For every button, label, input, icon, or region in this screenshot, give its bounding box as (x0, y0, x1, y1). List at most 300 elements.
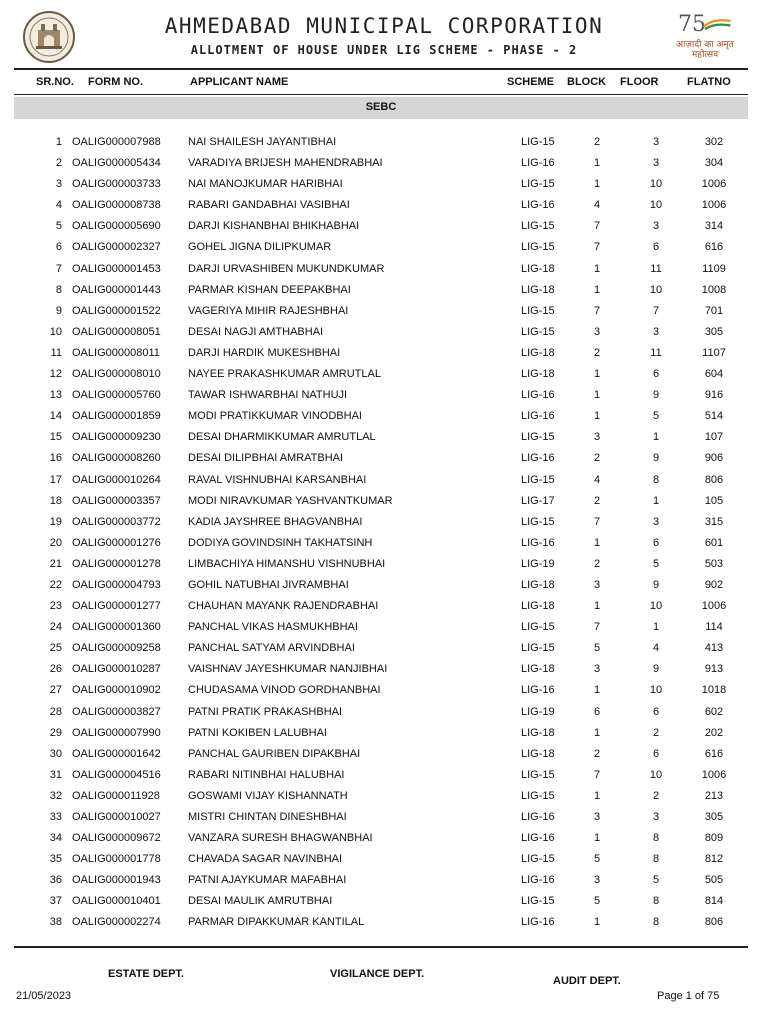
applicant-name-cell: MISTRI CHINTAN DINESHBHAI (188, 811, 347, 823)
applicant-name-cell: VAGERIYA MIHIR RAJESHBHAI (188, 304, 349, 317)
table-row (0, 259, 768, 280)
scheme-cell: LIG-18 (521, 368, 555, 381)
form-number-cell: OALIG000007990 (72, 726, 161, 739)
floor-cell: 2 (652, 789, 660, 802)
serial-number-cell: 3 (55, 178, 62, 191)
block-cell: 1 (593, 726, 601, 739)
scheme-cell: LIG-18 (521, 747, 555, 760)
applicant-name-cell: VAISHNAV JAYESHKUMAR NANJIBHAI (188, 663, 388, 676)
form-number-cell: OALIG000008260 (72, 452, 161, 465)
col-header-name: APPLICANT NAME (190, 76, 289, 88)
block-cell: 1 (593, 389, 601, 402)
floor-cell: 10 (649, 199, 663, 212)
form-number-cell: OALIG000007988 (72, 136, 161, 148)
table-row (0, 280, 768, 301)
table-row (0, 786, 768, 807)
page-number: Page 1 of 75 (657, 990, 720, 1002)
audit-dept-label: AUDIT DEPT. (553, 975, 621, 987)
serial-number-cell: 2 (55, 157, 62, 170)
table-row (0, 364, 768, 385)
table-row (0, 912, 768, 933)
floor-cell: 1 (652, 621, 660, 634)
floor-cell: 10 (649, 283, 663, 296)
serial-number-cell: 26 (49, 663, 62, 676)
block-cell: 1 (593, 178, 601, 191)
applicant-name-cell: PARMAR DIPAKKUMAR KANTILAL (188, 916, 365, 929)
applicant-name-cell: PANCHAL GAURIBEN DIPAKBHAI (188, 747, 361, 760)
scheme-cell: LIG-15 (521, 178, 555, 191)
table-row (0, 702, 768, 723)
scheme-cell: LIG-15 (521, 136, 555, 148)
category-label: SEBC (365, 101, 397, 113)
serial-number-cell: 14 (49, 410, 62, 423)
serial-number-cell: 30 (49, 747, 62, 760)
flat-number-cell: 806 (704, 473, 724, 486)
flat-number-cell: 202 (704, 726, 724, 739)
form-number-cell: OALIG000003357 (72, 494, 161, 507)
applicant-name-cell: PATNI KOKIBEN LALUBHAI (188, 726, 327, 739)
block-cell: 6 (593, 705, 601, 718)
floor-cell: 1 (652, 494, 660, 507)
table-row (0, 680, 768, 701)
flat-number-cell: 305 (704, 811, 724, 823)
table-row (0, 153, 768, 174)
form-number-cell: OALIG000008738 (72, 199, 161, 212)
col-header-form: FORM NO. (88, 76, 143, 88)
flat-number-cell: 604 (704, 368, 724, 381)
table-row (0, 659, 768, 680)
block-cell: 7 (593, 515, 601, 528)
block-cell: 1 (593, 410, 601, 423)
serial-number-cell: 5 (55, 220, 62, 233)
form-number-cell: OALIG000002327 (72, 241, 161, 254)
flat-number-cell: 314 (704, 220, 724, 233)
serial-number-cell: 21 (49, 557, 62, 570)
floor-cell: 10 (649, 768, 663, 781)
applicant-name-cell: DESAI DHARMIKKUMAR AMRUTLAL (188, 431, 376, 444)
applicant-name-cell: CHAVADA SAGAR NAVINBHAI (188, 853, 343, 866)
table-row (0, 322, 768, 343)
form-number-cell: OALIG000009258 (72, 642, 161, 655)
serial-number-cell: 20 (49, 536, 62, 549)
scheme-cell: LIG-16 (521, 874, 555, 887)
applicant-name-cell: NAI SHAILESH JAYANTIBHAI (188, 136, 337, 148)
form-number-cell: OALIG000001522 (72, 304, 161, 317)
applicant-name-cell: GOHEL JIGNA DILIPKUMAR (188, 241, 332, 254)
applicant-name-cell: MODI PRATIKKUMAR VINODBHAI (188, 410, 362, 423)
floor-cell: 6 (652, 536, 660, 549)
form-number-cell: OALIG000001276 (72, 536, 161, 549)
block-cell: 5 (593, 853, 601, 866)
table-row (0, 512, 768, 533)
table-row (0, 744, 768, 765)
flat-number-cell: 1109 (702, 262, 726, 275)
applicant-name-cell: VANZARA SURESH BHAGWANBHAI (188, 832, 373, 845)
serial-number-cell: 15 (49, 431, 62, 444)
header-divider-top (14, 68, 748, 70)
applicant-name-cell: DARJI HARDIK MUKESHBHAI (188, 346, 341, 359)
form-number-cell: OALIG000010264 (72, 473, 161, 486)
serial-number-cell: 8 (55, 283, 62, 296)
block-cell: 5 (593, 642, 601, 655)
page-title: AHMEDABAD MUNICIPAL CORPORATION (164, 14, 604, 38)
allotment-table (0, 132, 768, 934)
serial-number-cell: 35 (49, 853, 62, 866)
table-row (0, 406, 768, 427)
floor-cell: 10 (649, 178, 663, 191)
scheme-cell: LIG-15 (521, 220, 555, 233)
applicant-name-cell: PATNI PRATIK PRAKASHBHAI (188, 705, 343, 718)
applicant-name-cell: NAYEE PRAKASHKUMAR AMRUTLAL (188, 368, 381, 381)
block-cell: 5 (593, 895, 601, 908)
applicant-name-cell: PANCHAL SATYAM ARVINDBHAI (188, 642, 355, 655)
floor-cell: 8 (652, 473, 660, 486)
floor-cell: 9 (652, 663, 660, 676)
floor-cell: 2 (652, 726, 660, 739)
floor-cell: 11 (650, 346, 662, 359)
floor-cell: 11 (650, 262, 662, 275)
floor-cell: 3 (652, 157, 660, 170)
flat-number-cell: 1006 (701, 600, 727, 613)
estate-dept-label: ESTATE DEPT. (108, 968, 184, 980)
scheme-cell: LIG-19 (521, 705, 555, 718)
applicant-name-cell: RABARI NITINBHAI HALUBHAI (188, 768, 345, 781)
block-cell: 4 (593, 199, 601, 212)
table-row (0, 533, 768, 554)
scheme-cell: LIG-15 (521, 768, 555, 781)
floor-cell: 4 (652, 642, 660, 655)
table-row (0, 849, 768, 870)
serial-number-cell: 29 (49, 726, 62, 739)
scheme-cell: LIG-17 (521, 494, 555, 507)
flat-number-cell: 906 (704, 452, 724, 465)
table-row (0, 132, 768, 153)
form-number-cell: OALIG000001859 (72, 410, 161, 423)
floor-cell: 6 (652, 368, 660, 381)
applicant-name-cell: VARADIYA BRIJESH MAHENDRABHAI (188, 157, 383, 170)
scheme-cell: LIG-15 (521, 642, 555, 655)
floor-cell: 6 (652, 705, 660, 718)
flat-number-cell: 503 (704, 557, 724, 570)
col-header-sr: SR.NO. (36, 76, 74, 88)
block-cell: 3 (593, 325, 601, 338)
form-number-cell: OALIG000004516 (72, 768, 161, 781)
table-row (0, 343, 768, 364)
serial-number-cell: 27 (49, 684, 62, 697)
flat-number-cell: 809 (704, 832, 724, 845)
block-cell: 3 (593, 578, 601, 591)
floor-cell: 8 (652, 916, 660, 929)
scheme-cell: LIG-18 (521, 262, 555, 275)
serial-number-cell: 33 (49, 811, 62, 823)
form-number-cell: OALIG000010902 (72, 684, 161, 697)
table-row (0, 891, 768, 912)
flat-number-cell: 616 (704, 747, 724, 760)
table-row (0, 174, 768, 195)
scheme-cell: LIG-15 (521, 241, 555, 254)
serial-number-cell: 28 (49, 705, 62, 718)
block-cell: 2 (593, 747, 601, 760)
flat-number-cell: 114 (705, 621, 723, 634)
logo-number: 75 (678, 12, 706, 37)
flat-number-cell: 1006 (701, 199, 727, 212)
block-cell: 3 (593, 811, 601, 823)
serial-number-cell: 7 (55, 262, 62, 275)
block-cell: 1 (593, 283, 601, 296)
floor-cell: 5 (652, 410, 660, 423)
form-number-cell: OALIG000001277 (72, 600, 161, 613)
scheme-cell: LIG-18 (521, 578, 555, 591)
serial-number-cell: 17 (49, 473, 62, 486)
table-row (0, 491, 768, 512)
floor-cell: 3 (652, 136, 660, 148)
serial-number-cell: 22 (49, 578, 62, 591)
floor-cell: 8 (652, 853, 660, 866)
print-date: 21/05/2023 (16, 990, 72, 1002)
block-cell: 2 (593, 557, 601, 570)
scheme-cell: LIG-16 (521, 916, 555, 929)
scheme-cell: LIG-15 (521, 621, 555, 634)
serial-number-cell: 36 (49, 874, 62, 887)
applicant-name-cell: DARJI KISHANBHAI BHIKHABHAI (188, 220, 360, 233)
form-number-cell: OALIG000001278 (72, 557, 161, 570)
scheme-cell: LIG-16 (521, 199, 555, 212)
flat-number-cell: 602 (704, 705, 724, 718)
scheme-cell: LIG-16 (521, 452, 555, 465)
scheme-cell: LIG-15 (521, 304, 555, 317)
form-number-cell: OALIG000008010 (72, 368, 161, 381)
block-cell: 2 (593, 494, 601, 507)
block-cell: 1 (593, 916, 601, 929)
scheme-cell: LIG-18 (521, 663, 555, 676)
block-cell: 1 (593, 789, 601, 802)
table-row (0, 427, 768, 448)
block-cell: 2 (593, 346, 601, 359)
flat-number-cell: 315 (704, 515, 724, 528)
floor-cell: 3 (652, 811, 660, 823)
scheme-cell: LIG-16 (521, 536, 555, 549)
floor-cell: 8 (652, 895, 660, 908)
col-header-flat: FLATNO (687, 76, 731, 88)
floor-cell: 5 (652, 557, 660, 570)
serial-number-cell: 16 (49, 452, 62, 465)
form-number-cell: OALIG000001642 (72, 747, 161, 760)
scheme-cell: LIG-15 (521, 431, 555, 444)
flat-number-cell: 913 (704, 663, 724, 676)
col-header-floor: FLOOR (620, 76, 659, 88)
table-row (0, 237, 768, 258)
applicant-name-cell: DODIYA GOVINDSINH TAKHATSINH (188, 536, 373, 549)
form-number-cell: OALIG000011928 (72, 789, 160, 802)
form-number-cell: OALIG000008051 (72, 325, 161, 338)
form-number-cell: OALIG000010027 (72, 811, 161, 823)
applicant-name-cell: RAVAL VISHNUBHAI KARSANBHAI (188, 473, 367, 486)
block-cell: 7 (593, 621, 601, 634)
header-divider-bottom (14, 94, 748, 95)
table-row (0, 617, 768, 638)
flat-number-cell: 1018 (701, 684, 727, 697)
scheme-cell: LIG-15 (521, 895, 555, 908)
form-number-cell: OALIG000001943 (72, 874, 161, 887)
floor-cell: 7 (652, 304, 660, 317)
serial-number-cell: 23 (49, 600, 62, 613)
block-cell: 1 (593, 262, 601, 275)
category-band (14, 97, 748, 119)
floor-cell: 9 (652, 452, 660, 465)
table-row (0, 448, 768, 469)
table-row (0, 470, 768, 491)
block-cell: 3 (593, 874, 601, 887)
flat-number-cell: 814 (704, 895, 724, 908)
applicant-name-cell: LIMBACHIYA HIMANSHU VISHNUBHAI (188, 557, 386, 570)
serial-number-cell: 1 (55, 136, 62, 148)
flat-number-cell: 616 (704, 241, 724, 254)
scheme-cell: LIG-15 (521, 515, 555, 528)
floor-cell: 9 (652, 389, 660, 402)
flat-number-cell: 1107 (702, 346, 726, 359)
block-cell: 1 (593, 832, 601, 845)
scheme-cell: LIG-18 (521, 283, 555, 296)
applicant-name-cell: MODI NIRAVKUMAR YASHVANTKUMAR (188, 494, 393, 507)
scheme-cell: LIG-16 (521, 832, 555, 845)
applicant-name-cell: PATNI AJAYKUMAR MAFABHAI (188, 874, 347, 887)
scheme-cell: LIG-16 (521, 389, 555, 402)
form-number-cell: OALIG000003772 (72, 515, 161, 528)
serial-number-cell: 38 (49, 916, 62, 929)
serial-number-cell: 25 (49, 642, 62, 655)
block-cell: 3 (593, 431, 601, 444)
col-header-scheme: SCHEME (507, 76, 555, 88)
block-cell: 1 (593, 157, 601, 170)
azadi-amrit-mahotsav-logo (668, 12, 740, 64)
serial-number-cell: 31 (49, 768, 62, 781)
flat-number-cell: 505 (704, 874, 724, 887)
table-row (0, 765, 768, 786)
floor-cell: 1 (652, 431, 660, 444)
flat-number-cell: 305 (704, 325, 724, 338)
block-cell: 7 (593, 220, 601, 233)
serial-number-cell: 12 (49, 368, 62, 381)
flat-number-cell: 1006 (701, 768, 727, 781)
flat-number-cell: 601 (704, 536, 724, 549)
form-number-cell: OALIG000001360 (72, 621, 161, 634)
table-row (0, 385, 768, 406)
flat-number-cell: 806 (704, 916, 724, 929)
block-cell: 7 (593, 768, 601, 781)
floor-cell: 5 (652, 874, 660, 887)
serial-number-cell: 13 (49, 389, 62, 402)
scheme-cell: LIG-15 (521, 789, 555, 802)
form-number-cell: OALIG000009230 (72, 431, 161, 444)
flat-number-cell: 105 (704, 494, 724, 507)
form-number-cell: OALIG000002274 (72, 916, 161, 929)
applicant-name-cell: NAI MANOJKUMAR HARIBHAI (188, 178, 343, 191)
scheme-cell: LIG-16 (521, 410, 555, 423)
table-row (0, 301, 768, 322)
form-number-cell: OALIG000003827 (72, 705, 161, 718)
applicant-name-cell: GOSWAMI VIJAY KISHANNATH (188, 789, 348, 802)
flat-number-cell: 304 (704, 157, 724, 170)
floor-cell: 6 (652, 747, 660, 760)
floor-cell: 6 (652, 241, 660, 254)
table-row (0, 807, 768, 828)
flat-number-cell: 812 (704, 853, 724, 866)
serial-number-cell: 18 (49, 494, 62, 507)
form-number-cell: OALIG000003733 (72, 178, 161, 191)
vigilance-dept-label: VIGILANCE DEPT. (330, 968, 425, 980)
applicant-name-cell: GOHIL NATUBHAI JIVRAMBHAI (188, 578, 349, 591)
block-cell: 1 (593, 368, 601, 381)
form-number-cell: OALIG000001443 (72, 283, 161, 296)
floor-cell: 3 (652, 325, 660, 338)
serial-number-cell: 9 (55, 304, 62, 317)
logo-text: आज़ादी का अमृत महोत्सव (676, 40, 734, 60)
scheme-cell: LIG-18 (521, 600, 555, 613)
table-row (0, 554, 768, 575)
serial-number-cell: 37 (49, 895, 62, 908)
form-number-cell: OALIG000001778 (72, 853, 161, 866)
floor-cell: 3 (652, 515, 660, 528)
footer-divider (14, 946, 748, 948)
flat-number-cell: 1006 (701, 178, 727, 191)
flat-number-cell: 413 (704, 642, 724, 655)
applicant-name-cell: DESAI DILIPBHAI AMRATBHAI (188, 452, 344, 465)
applicant-name-cell: DESAI MAULIK AMRUTBHAI (188, 895, 333, 908)
flat-number-cell: 213 (704, 789, 724, 802)
applicant-name-cell: CHUDASAMA VINOD GORDHANBHAI (188, 684, 381, 697)
form-number-cell: OALIG000005760 (72, 389, 161, 402)
floor-cell: 8 (652, 832, 660, 845)
scheme-cell: LIG-18 (521, 726, 555, 739)
form-number-cell: OALIG000008011 (72, 346, 160, 359)
scheme-cell: LIG-19 (521, 557, 555, 570)
block-cell: 3 (593, 663, 601, 676)
scheme-cell: LIG-18 (521, 346, 555, 359)
floor-cell: 9 (652, 578, 660, 591)
table-row (0, 195, 768, 216)
col-header-block: BLOCK (567, 76, 607, 88)
serial-number-cell: 32 (49, 789, 62, 802)
form-number-cell: OALIG000010401 (72, 895, 161, 908)
table-row (0, 638, 768, 659)
scheme-cell: LIG-16 (521, 811, 555, 823)
flat-number-cell: 1008 (701, 283, 727, 296)
block-cell: 1 (593, 684, 601, 697)
form-number-cell: OALIG000005690 (72, 220, 161, 233)
flat-number-cell: 514 (704, 410, 724, 423)
form-number-cell: OALIG000004793 (72, 578, 161, 591)
applicant-name-cell: PARMAR KISHAN DEEPAKBHAI (188, 283, 351, 296)
applicant-name-cell: DARJI URVASHIBEN MUKUNDKUMAR (188, 262, 385, 275)
form-number-cell: OALIG000010287 (72, 663, 161, 676)
page-subtitle: ALLOTMENT OF HOUSE UNDER LIG SCHEME - PHASE - 2 (190, 43, 578, 57)
form-number-cell: OALIG000001453 (72, 262, 161, 275)
table-row (0, 870, 768, 891)
flat-number-cell: 916 (704, 389, 724, 402)
serial-number-cell: 19 (49, 515, 62, 528)
scheme-cell: LIG-15 (521, 473, 555, 486)
serial-number-cell: 24 (49, 621, 62, 634)
table-row (0, 723, 768, 744)
scheme-cell: LIG-16 (521, 157, 555, 170)
table-row (0, 575, 768, 596)
table-row (0, 828, 768, 849)
flat-number-cell: 902 (704, 578, 724, 591)
block-cell: 7 (593, 241, 601, 254)
applicant-name-cell: KADIA JAYSHREE BHAGVANBHAI (188, 515, 363, 528)
serial-number-cell: 34 (49, 832, 62, 845)
block-cell: 7 (593, 304, 601, 317)
